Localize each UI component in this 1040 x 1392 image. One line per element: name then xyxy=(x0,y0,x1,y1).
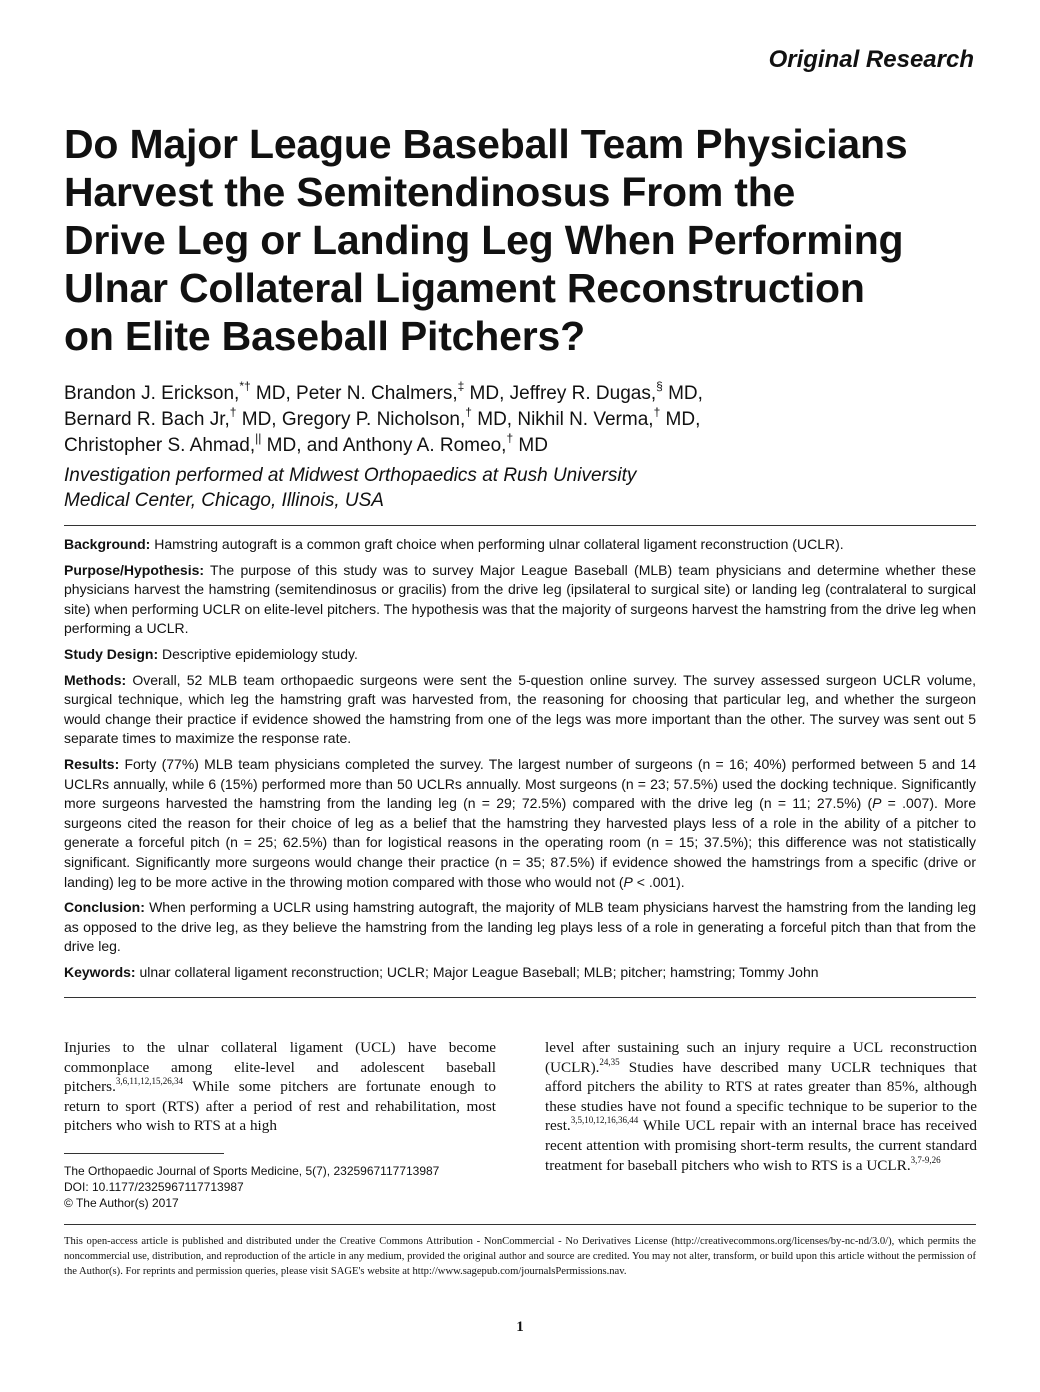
author-affiliation-mark: † xyxy=(465,404,472,419)
title-line: Drive Leg or Landing Leg When Performing xyxy=(64,217,904,263)
title-line: Harvest the Semitendinosus From the xyxy=(64,169,796,215)
body-text: While some pitchers are fortunate enough to return to sport (RTS) after a period of rest and rehabilitation, most pitchers who wish to RTS at a high xyxy=(64,1078,496,1135)
author-name: Nikhil N. Verma, xyxy=(517,409,654,430)
author-degree: MD xyxy=(513,435,548,456)
abstract-text: < .001). xyxy=(632,873,685,890)
author-line xyxy=(64,404,984,433)
author-degree: MD, xyxy=(464,383,510,404)
author-line xyxy=(64,430,984,459)
abstract-text: = .007). More surgeons cited the reason for their choice of leg as a belief that the hamstring they harvested plays less of a role in the ability of a pitcher to generate a forceful pitch (n = 25; 62.5%) than for logistical reasons in the operating room (n = 15; 37.5%); this difference was not statistically significant. Significantly more surgeons would change their practice (n = 35; 87.5%) if evidence showed the hamstrings from a specific (drive or landing) leg to be more active in the throwing motion compared with those who would not ( xyxy=(64,795,976,890)
author-list xyxy=(64,378,984,459)
abstract-text: Descriptive epidemiology study. xyxy=(158,645,358,662)
author-name: Gregory P. Nicholson, xyxy=(281,409,466,430)
keywords-text: ulnar collateral ligament reconstruction; UCLR; Major League Baseball; MLB; pitcher; hamstring; Tommy John xyxy=(135,963,819,980)
license-notice: This open-access article is published and distributed under the Creative Commons Attribution - NonCommercial - No Derivatives License (http://creativecommons.org/licenses/by-nc-nd/3.0/), which permits the noncommercial use, distribution, and reproduction of the article in any medium, provided the original author and source are credited. You may not alter, transform, or build upon this article without the permission of the Author(s). For reprints and permission queries, please visit SAGE's website at http://www.sagepub.com/journalsPermissions.nav. xyxy=(64,1236,976,1277)
author-affiliation-mark: ‡ xyxy=(457,378,465,393)
author-name: Christopher S. Ahmad, xyxy=(64,435,256,456)
abstract-background xyxy=(64,535,976,555)
author-degree: MD, xyxy=(250,383,297,404)
abstract-label: Keywords: xyxy=(64,963,136,980)
author-name: Anthony A. Romeo, xyxy=(342,435,507,456)
author-name: Peter N. Chalmers, xyxy=(296,383,458,404)
keywords xyxy=(64,963,976,983)
author-name: Brandon J. Erickson, xyxy=(64,383,240,404)
title-line: Do Major League Baseball Team Physicians xyxy=(64,121,908,167)
abstract-label: Study Design: xyxy=(64,645,159,662)
title-line: Ulnar Collateral Ligament Reconstruction xyxy=(64,265,865,311)
author-degree: MD, xyxy=(236,409,282,430)
abstract-text: The purpose of this study was to survey Major League Baseball (MLB) team physicians and determine whether these physicians harvest the hamstring (semitendinosus or gracilis) from the drive leg (ipsilateral to surgical site) or landing leg (contralateral to surgical site) when performing UCLR on elite-level pitchers. The hypothesis was that the majority of surgeons harvest the hamstring from the drive leg when performing a UCLR. xyxy=(64,561,976,637)
body-column-right xyxy=(545,1038,977,1175)
abstract-label: Conclusion: xyxy=(64,899,145,916)
journal-doi: DOI: 10.1177/2325967117713987 xyxy=(64,1180,244,1194)
p-value-symbol: P xyxy=(623,873,633,890)
author-affiliation-mark: || xyxy=(255,430,262,445)
journal-citation: The Orthopaedic Journal of Sports Medicine, 5(7), 2325967117713987 xyxy=(64,1164,440,1178)
abstract-study-design xyxy=(64,645,976,665)
footnote-divider xyxy=(64,1153,224,1154)
journal-copyright: © The Author(s) 2017 xyxy=(64,1196,179,1210)
author-affiliation-mark: † xyxy=(506,430,514,445)
citation: 24,35 xyxy=(599,1056,620,1067)
author-line xyxy=(64,378,984,407)
abstract-text: When performing a UCLR using hamstring autograft, the majority of MLB team physicians harvest the hamstring from the landing leg as opposed to the drive leg, as they believe the hamstring from the landing leg plays less of a role in generating a forceful pitch than that from the drive leg. xyxy=(64,899,976,955)
author-affiliation-mark: † xyxy=(653,404,661,419)
abstract-label: Methods: xyxy=(64,671,127,688)
affiliation-line: Investigation performed at Midwest Orthopaedics at Rush University xyxy=(64,465,637,486)
author-degree: MD, xyxy=(660,409,701,430)
body-text: While UCL repair with an internal brace has received recent attention with promising short-term results, the current standard treatment for baseball pitchers who wish to RTS is a UCLR. xyxy=(545,1117,977,1174)
abstract-label: Purpose/Hypothesis: xyxy=(64,561,205,578)
abstract-text: Forty (77%) MLB team physicians completed the survey. The largest number of surgeons (n = 16; 40%) performed between 5 and 14 UCLRs annually, while 6 (15%) performed more than 50 UCLRs annually. Most surgeons (n = 23; 57.5%) used the docking technique. Significantly more surgeons harvested the hamstring from the landing leg (n = 29; 72.5%) compared with the drive leg (n = 11; 27.5%) ( xyxy=(64,755,976,812)
body-text: level after sustaining such an injury require a UCL reconstruction (UCLR). xyxy=(545,1039,977,1076)
abstract-text: Overall, 52 MLB team orthopaedic surgeons were sent the 5-question online survey. The survey assessed surgeon UCLR volume, surgical technique, which leg the hamstring graft was harvested from, the reasoning for choosing that particular leg, and whether the surgeon would change their practice if evidence showed the hamstring from one of the legs was more important than the other. The survey was sent out 5 separate times to maximize the response rate. xyxy=(64,671,976,747)
abstract-bottom-divider xyxy=(64,997,976,998)
body-text: Injuries to the ulnar collateral ligament (UCL) have become commonplace among elite-level and adolescent baseball pitchers. xyxy=(64,1039,496,1096)
abstract-top-divider xyxy=(64,525,976,526)
body-column-left xyxy=(64,1038,496,1136)
author-affiliation-mark: *† xyxy=(239,378,251,393)
abstract-label: Results: xyxy=(64,755,120,772)
p-value-symbol: P xyxy=(872,795,882,812)
page-number: 1 xyxy=(516,1319,524,1335)
abstract xyxy=(64,535,976,988)
license-divider xyxy=(64,1224,976,1225)
institution-affiliation xyxy=(64,463,984,513)
author-degree: MD, and xyxy=(261,435,343,456)
author-affiliation-mark: † xyxy=(229,404,237,419)
body-text: Studies have described many UCLR techniques that afford pitchers the ability to RTS at rates greater than 85%, although these studies have not found a specific technique to be superior to the rest. xyxy=(545,1058,977,1135)
author-affiliation-mark: § xyxy=(656,378,663,393)
abstract-label: Background: xyxy=(64,536,151,552)
section-label: Original Research xyxy=(768,46,974,73)
abstract-conclusion xyxy=(64,898,976,957)
citation: 3,5,10,12,16,36,44 xyxy=(570,1115,639,1126)
article-title xyxy=(64,120,984,360)
abstract-results xyxy=(64,755,976,892)
affiliation-line: Medical Center, Chicago, Illinois, USA xyxy=(64,490,384,511)
abstract-text: Hamstring autograft is a common graft choice when performing ulnar collateral ligament reconstruction (UCLR). xyxy=(150,536,844,552)
journal-info xyxy=(64,1163,504,1211)
author-name: Jeffrey R. Dugas, xyxy=(509,383,657,404)
citation: 3,7-9,26 xyxy=(910,1154,941,1165)
author-name: Bernard R. Bach Jr, xyxy=(64,409,230,430)
abstract-purpose xyxy=(64,561,976,639)
citation: 3,6,11,12,15,26,34 xyxy=(115,1076,184,1087)
abstract-methods xyxy=(64,671,976,749)
title-line: on Elite Baseball Pitchers? xyxy=(64,313,585,359)
author-degree: MD, xyxy=(471,409,518,430)
author-degree: MD, xyxy=(662,383,703,404)
